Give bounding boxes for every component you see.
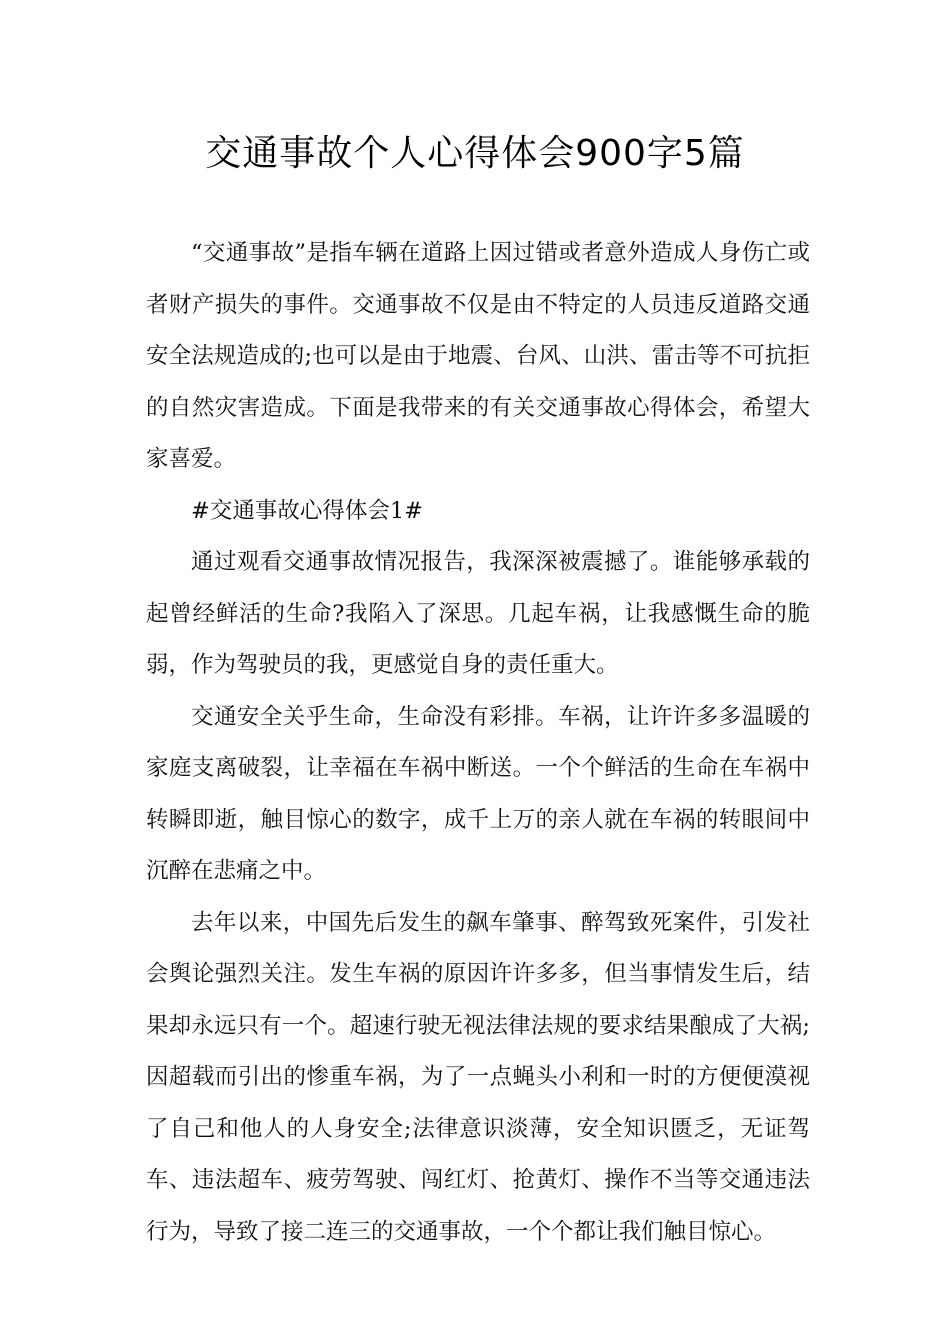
body-paragraph: 去年以来，中国先后发生的飙车肇事、醉驾致死案件，引发社会舆论强烈关注。发生车祸的原因许许多多，但当事情发生后，结果却永远只有一个。超速行驶无视法律法规的要求结果酿成了大祸;因超载而引出的惨重车祸，为了一点蝇头小利和一时的方便便漠视了自己和他人的人身安全;法律意识淡薄，安全知识匮乏，无证驾车、违法超车、疲劳驾驶、闯红灯、抢黄灯、操作不当等交通违法行为，导致了接二连三的交通事故，一个个都让我们触目惊心。 <box>146 909 810 1245</box>
body-paragraph: 交通安全关乎生命，生命没有彩排。车祸，让许许多多温暖的家庭支离破裂，让幸福在车祸中断送。一个个鲜活的生命在车祸中转瞬即逝，触目惊心的数字，成千上万的亲人就在车祸的转眼间中沉醉在悲痛之中。 <box>146 703 810 884</box>
body-paragraph: 通过观看交通事故情况报告，我深深被震撼了。谁能够承载的起曾经鲜活的生命?我陷入了深思。几起车祸，让我感慨生命的脆弱，作为驾驶员的我，更感觉自身的责任重大。 <box>146 549 810 678</box>
document-title: 交通事故个人心得体会900字5篇 <box>205 133 745 174</box>
intro-paragraph: “交通事故”是指车辆在道路上因过错或者意外造成人身伤亡或者财产损失的事件。交通事故不仅是由不特定的人员违反道路交通安全法规造成的;也可以是由于地震、台风、山洪、雷击等不可抗拒的自然灾害造成。下面是我带来的有关交通事故心得体会，希望大家喜爱。 <box>146 240 810 472</box>
section-heading: #交通事故心得体会1# <box>191 497 424 524</box>
document-body <box>146 228 810 1258</box>
